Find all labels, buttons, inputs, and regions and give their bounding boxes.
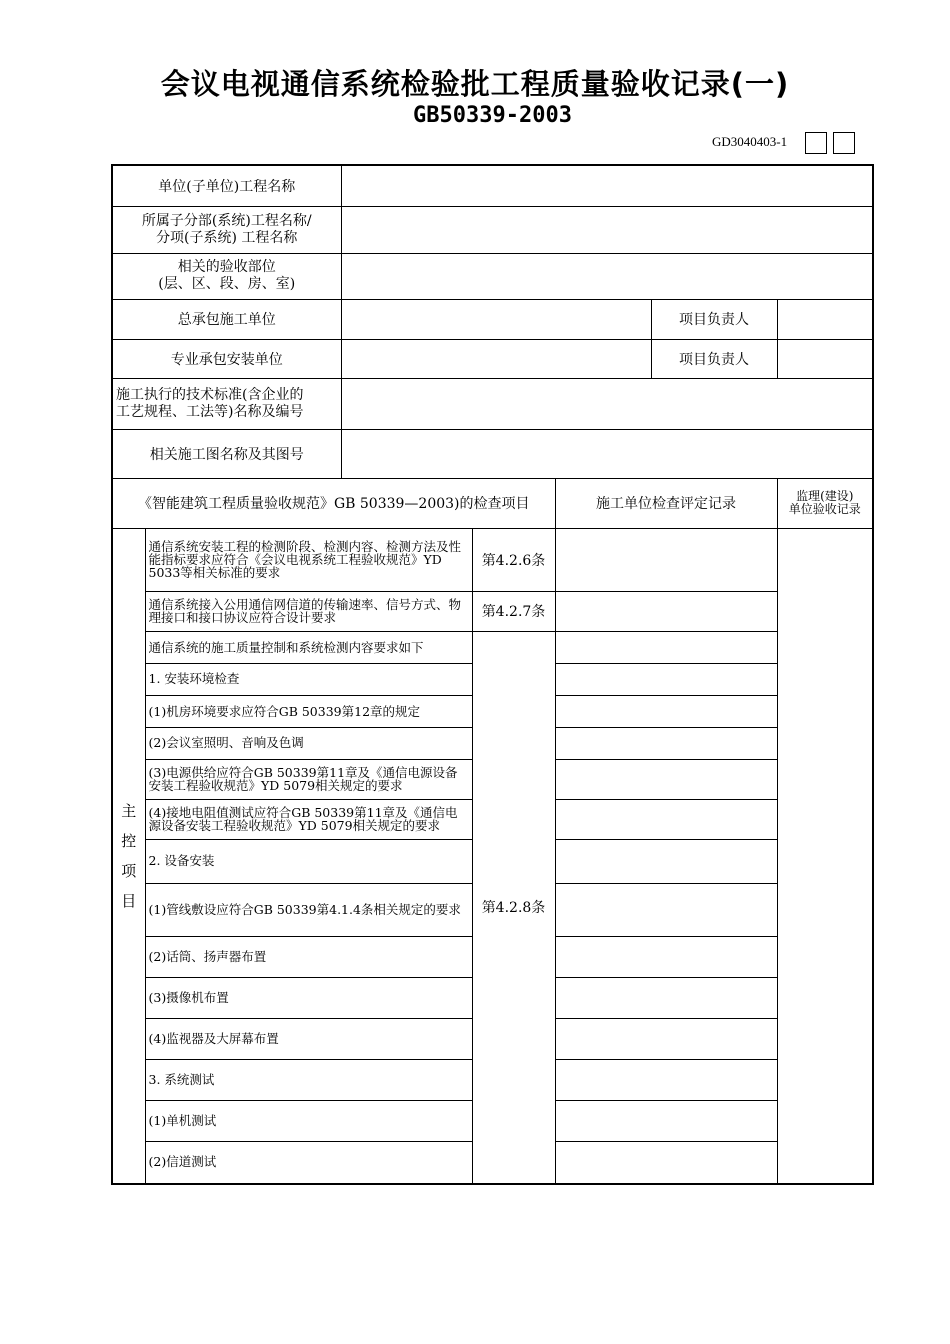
item-text: (1)单机测试	[145, 1100, 472, 1141]
record-cell[interactable]	[555, 977, 777, 1018]
row-column-headers	[112, 478, 873, 528]
item-text: (4)接地电阻值测试应符合GB 50339第11章及《通信电源设备安装工程验收规范》YD 5079相关规定的要求	[145, 799, 472, 839]
item-text: (1)管线敷设应符合GB 50339第4.1.4条相关规定的要求	[145, 883, 472, 936]
standard-number: GB50339-2003	[413, 103, 572, 128]
item-text: (1)机房环境要求应符合GB 50339第12章的规定	[145, 695, 472, 727]
label-project-manager-1: 项目负责人	[651, 299, 777, 339]
row-specialty-contractor	[112, 339, 873, 378]
label-sub-project-line1: 所属子分部(系统)工程名称/	[141, 212, 312, 229]
row-drawing	[112, 429, 873, 478]
label-general-contractor: 总承包施工单位	[112, 299, 341, 339]
row-general-contractor	[112, 299, 873, 339]
field-drawing[interactable]	[341, 429, 873, 478]
inspection-form-table	[111, 164, 874, 1185]
record-cell[interactable]	[555, 663, 777, 695]
label-sub-project-line2: 分项(子系统) 工程名称	[156, 229, 298, 246]
form-title: 会议电视通信系统检验批工程质量验收记录(一)	[160, 67, 790, 101]
item-text: 通信系统接入公用通信网信道的传输速率、信号方式、物理接口和接口协议应符合设计要求	[145, 591, 472, 631]
item-row	[112, 631, 873, 663]
label-unit-project: 单位(子单位)工程名称	[112, 165, 341, 206]
field-general-contractor[interactable]	[341, 299, 651, 339]
clause-4-2-6: 第4.2.6条	[472, 528, 555, 591]
item-text: 通信系统的施工质量控制和系统检测内容要求如下	[145, 631, 472, 663]
label-drawing: 相关施工图名称及其图号	[112, 429, 341, 478]
record-cell[interactable]	[555, 799, 777, 839]
row-acceptance-part	[112, 253, 873, 299]
label-acceptance-part-line1: 相关的验收部位	[177, 259, 276, 275]
record-cell[interactable]	[555, 528, 777, 591]
col-header-contractor-record: 施工单位检查评定记录	[555, 478, 777, 528]
row-sub-project	[112, 206, 873, 253]
record-cell[interactable]	[555, 1141, 777, 1184]
item-text: (3)摄像机布置	[145, 977, 472, 1018]
field-specialty-contractor[interactable]	[341, 339, 651, 378]
record-cell[interactable]	[555, 631, 777, 663]
label-acceptance-part-line2: (层、区、段、房、室)	[158, 276, 296, 292]
item-text: 1. 安装环境检查	[145, 663, 472, 695]
item-text: (2)信道测试	[145, 1141, 472, 1184]
col-header-supervisor	[777, 478, 873, 528]
label-standard	[112, 378, 341, 429]
label-sub-project	[112, 206, 341, 253]
record-cell[interactable]	[555, 1100, 777, 1141]
item-text: 2. 设备安装	[145, 839, 472, 883]
main-control-text: 主控项目	[121, 801, 137, 910]
item-text: (4)监视器及大屏幕布置	[145, 1018, 472, 1059]
label-specialty-contractor: 专业承包安装单位	[112, 339, 341, 378]
main-control-label	[112, 528, 145, 1184]
col-header-supervisor-line2: 单位验收记录	[788, 502, 861, 516]
record-cell[interactable]	[555, 883, 777, 936]
item-row	[112, 528, 873, 591]
field-acceptance-part[interactable]	[341, 253, 873, 299]
clause-4-2-8: 第4.2.8条	[472, 631, 555, 1184]
record-cell[interactable]	[555, 695, 777, 727]
field-sub-project[interactable]	[341, 206, 873, 253]
row-standard	[112, 378, 873, 429]
field-project-manager-1[interactable]	[777, 299, 873, 339]
field-unit-project[interactable]	[341, 165, 873, 206]
item-row	[112, 591, 873, 631]
col-header-supervisor-line1: 监理(建设)	[796, 489, 854, 503]
form-code-box-1[interactable]	[805, 132, 827, 154]
item-text: 3. 系统测试	[145, 1059, 472, 1100]
record-cell[interactable]	[555, 591, 777, 631]
supervisor-cell[interactable]	[777, 528, 873, 1184]
form-code: GD3040403-1	[712, 134, 788, 149]
label-standard-line1: 施工执行的技术标准(含企业的	[116, 386, 304, 403]
label-acceptance-part	[112, 253, 341, 299]
field-standard[interactable]	[341, 378, 873, 429]
item-text: (3)电源供给应符合GB 50339第11章及《通信电源设备安装工程验收规范》YD 5079相关规定的要求	[145, 759, 472, 799]
row-unit-project	[112, 165, 873, 206]
label-standard-line2: 工艺规程、工法等)名称及编号	[116, 403, 304, 420]
item-text: (2)话筒、扬声器布置	[145, 936, 472, 977]
record-cell[interactable]	[555, 1059, 777, 1100]
col-header-items: 《智能建筑工程质量验收规范》GB 50339—2003)的检查项目	[112, 478, 555, 528]
item-text: (2)会议室照明、音响及色调	[145, 727, 472, 759]
item-text: 通信系统安装工程的检测阶段、检测内容、检测方法及性能指标要求应符合《会议电视系统工程验收规范》YD 5033等相关标准的要求	[145, 528, 472, 591]
clause-4-2-7: 第4.2.7条	[472, 591, 555, 631]
record-cell[interactable]	[555, 759, 777, 799]
record-cell[interactable]	[555, 936, 777, 977]
record-cell[interactable]	[555, 1018, 777, 1059]
record-cell[interactable]	[555, 839, 777, 883]
form-code-box-2[interactable]	[833, 132, 855, 154]
record-cell[interactable]	[555, 727, 777, 759]
field-project-manager-2[interactable]	[777, 339, 873, 378]
label-project-manager-2: 项目负责人	[651, 339, 777, 378]
